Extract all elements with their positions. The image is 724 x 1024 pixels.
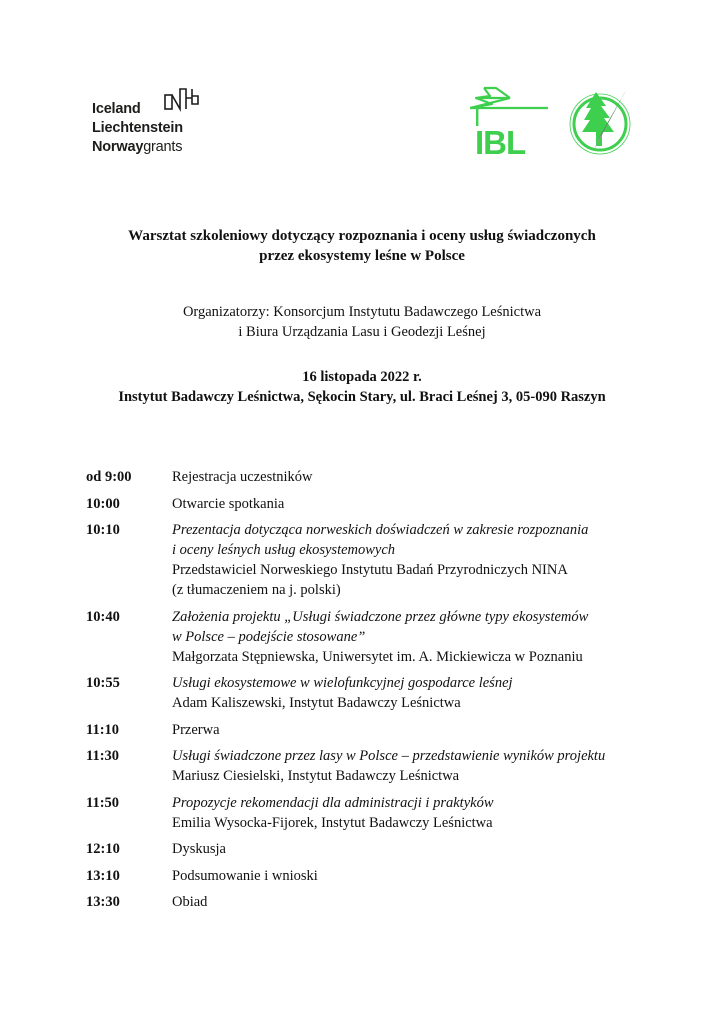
agenda-content [172, 892, 666, 912]
event-info [40, 367, 684, 407]
ibl-text: IBL [475, 124, 526, 158]
agenda-detail: Dyskusja [172, 841, 226, 857]
eea-iceland: Iceland [92, 101, 141, 117]
agenda-content [172, 494, 666, 514]
agenda-content [172, 793, 666, 833]
agenda-time: 11:30 [86, 748, 120, 764]
eea-norway-grants-logo [92, 86, 212, 156]
agenda-time: 10:00 [86, 495, 120, 512]
agenda-time: 11:10 [86, 721, 120, 738]
agenda-time: od 9:00 [86, 469, 132, 485]
event-venue: Instytut Badawczy Leśnictwa, Sękocin Stary, ul. Braci Leśnej 3, 05-090 Raszyn [118, 389, 606, 405]
eea-grants: grants [143, 139, 183, 155]
agenda-detail: Rejestracja uczestników [172, 469, 313, 485]
agenda-detail: Adam Kaliszewski, Instytut Badawczy Leśnictwa [172, 695, 461, 711]
agenda-content [172, 866, 666, 886]
agenda-content [172, 673, 666, 713]
agenda-detail: Przedstawiciel Norweskiego Instytutu Badań Przyrodniczych NINA [172, 562, 568, 578]
agenda-topic: Usługi świadczone przez lasy w Polsce – przedstawienie wyników projektu [172, 748, 606, 764]
agenda-content [172, 607, 666, 667]
eea-norway: Norway [92, 139, 144, 155]
agenda-row [86, 746, 666, 786]
agenda-row [86, 673, 666, 713]
agenda-time: 11:50 [86, 794, 120, 811]
agenda-time: 13:10 [86, 867, 120, 884]
agenda-detail: Przerwa [172, 721, 220, 738]
agenda-topic: Założenia projektu „Usługi świadczone przez główne typy ekosystemów [172, 608, 589, 625]
organizers-line-2: i Biura Urządzania Lasu i Geodezji Leśnej [238, 324, 486, 340]
title-line-2: przez ekosystemy leśne w Polsce [259, 248, 465, 264]
buligl-logo [566, 84, 636, 158]
agenda-topic: i oceny leśnych usług ekosystemowych [172, 542, 396, 558]
agenda-content [172, 839, 666, 859]
agenda-row [86, 607, 666, 667]
ibl-logo [470, 84, 550, 158]
agenda-row [86, 467, 666, 487]
agenda-row [86, 720, 666, 740]
agenda-content [172, 520, 666, 600]
event-date: 16 listopada 2022 r. [302, 369, 422, 385]
agenda-content [172, 467, 666, 487]
agenda-time: 10:55 [86, 675, 120, 691]
agenda-detail: Emilia Wysocka-Fijorek, Instytut Badawczy Leśnictwa [172, 814, 493, 831]
agenda-topic: Usługi ekosystemowe w wielofunkcyjnej gospodarce leśnej [172, 675, 513, 691]
organizers [60, 302, 664, 342]
agenda-row [86, 892, 666, 912]
agenda-time: 13:30 [86, 894, 120, 910]
agenda-content [172, 746, 666, 786]
agenda-detail: Otwarcie spotkania [172, 495, 285, 512]
agenda-detail: Obiad [172, 894, 208, 910]
agenda-topic: Prezentacja dotycząca norweskich doświadczeń w zakresie rozpoznania [172, 522, 589, 538]
agenda-row [86, 494, 666, 514]
tree-compass-icon [566, 84, 636, 158]
agenda-detail: Podsumowanie i wnioski [172, 867, 318, 884]
agenda-time: 10:10 [86, 522, 120, 538]
document-title [60, 226, 664, 266]
agenda-detail: Mariusz Ciesielski, Instytut Badawczy Leśnictwa [172, 768, 460, 784]
agenda-row [86, 793, 666, 833]
agenda-row [86, 839, 666, 859]
agenda-detail: Małgorzata Stępniewska, Uniwersytet im. A. Mickiewicza w Poznaniu [172, 648, 583, 665]
organizers-line-1: Organizatorzy: Konsorcjum Instytutu Badawczego Leśnictwa [182, 304, 542, 320]
agenda-row [86, 520, 666, 600]
ibl-roof-icon [470, 84, 550, 158]
agenda-time: 12:10 [86, 841, 120, 857]
eea-liechtenstein: Liechtenstein [92, 120, 183, 136]
agenda-content [172, 720, 666, 740]
title-line-1: Warsztat szkoleniowy dotyczący rozpoznania i oceny usług świadczonych [128, 228, 596, 244]
agenda-time: 10:40 [86, 608, 120, 625]
agenda-row [86, 866, 666, 886]
agenda-topic: w Polsce – podejście stosowane” [172, 628, 366, 645]
agenda-topic: Propozycje rekomendacji dla administracji i praktyków [172, 794, 494, 811]
agenda-schedule [86, 467, 666, 919]
agenda-detail: (z tłumaczeniem na j. polski) [172, 582, 341, 598]
